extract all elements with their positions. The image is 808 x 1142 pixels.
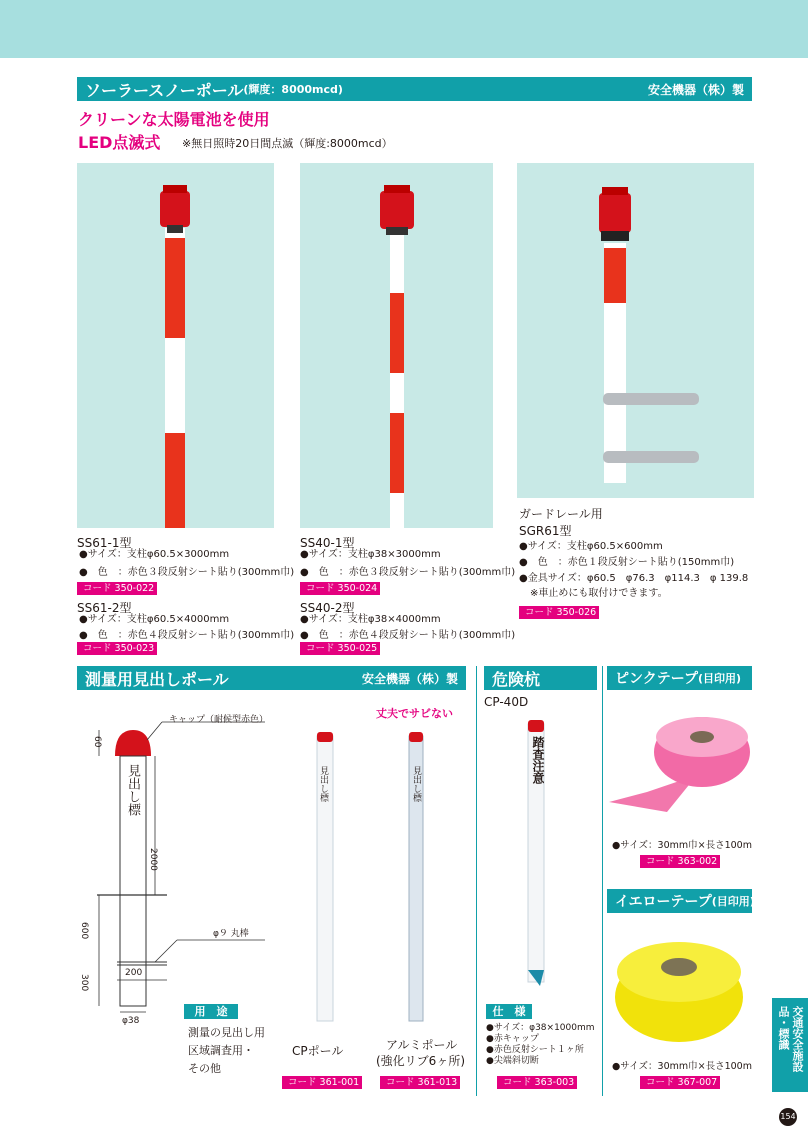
yellow-tape-sub: (目印用) [711,895,755,908]
solar-title: ソーラースノーポール [85,80,244,100]
danger-code: コード 363-003 [497,1076,577,1089]
survey-diagram [77,700,267,1030]
usage-line-1: 測量の見出し用 [188,1026,265,1039]
danger-spec-4: ●尖端斜切断 [486,1056,539,1066]
pink-tape-sub: (目印用) [698,672,742,685]
danger-title: 危険杭 [492,669,541,689]
ss61-2-code: コード 350-023 [77,642,157,655]
dim-200: 200 [125,968,143,978]
al-pole-name-1: アルミポール [386,1038,458,1052]
solar-maker: 安全機器（株）製 [647,82,744,97]
al-pole-photo [376,724,456,1024]
usage-label: 用 途 [184,1004,238,1019]
yellow-tape-image [607,922,752,1052]
ss40-1-size: ●サイズ：支柱φ38×3000mm [300,549,441,560]
survey-diagram-lines [77,700,267,1030]
al-pole-label: 見出し標 [411,766,421,802]
ss40-2-model: SS40-2型 [300,601,355,615]
danger-spec-3: ●赤色反射シート１ヶ所 [486,1045,584,1055]
ss40-1-color: ● 色 ：赤色３段反射シート貼り(300mm巾) [300,567,516,578]
yellow-tape-header [607,889,755,913]
ss40-pole-image [300,163,493,528]
yellow-tape-photo [607,922,752,1052]
danger-spec-2: ●赤キャップ [486,1034,539,1044]
ss61-1-color: ● 色 ：赤色３段反射シート貼り(300mm巾) [79,567,295,578]
page-number: 154 [779,1108,797,1126]
usage-line-2: 区域調査用・ [188,1044,254,1057]
ss40-1-code: コード 350-024 [300,582,380,595]
rod-label: φ９ 丸棒 [213,929,249,939]
pole-label: 見出し標 [125,764,140,816]
dim-60: 60 [92,736,102,748]
photo-ss61 [77,163,274,528]
cp-pole-name: CPポール [292,1044,344,1058]
side-tab: 交通安全施設品・標識 [772,998,808,1092]
ss61-2-color: ● 色 ：赤色４段反射シート貼り(300mm巾) [79,630,295,641]
yellow-tape-title: イエローテープ [615,894,712,910]
sgr61-color: ● 色 ：赤色１段反射シート貼り(150mm巾) [519,557,735,568]
pink-tape-header [607,666,752,690]
solar-headline-2: LED点滅式 [78,133,161,152]
sgr61-fitting: ●金具サイズ：φ60.5 φ76.3 φ114.3 φ 139.8 [519,573,749,584]
cp-pole-label: 見出し標 [318,766,328,802]
solar-headline-1: クリーンな太陽電池を使用 [78,110,270,129]
dim-300: 300 [79,974,89,992]
ss40-2-code: コード 350-025 [300,642,380,655]
top-band [0,0,808,58]
danger-spec-label: 仕 様 [486,1004,532,1019]
survey-section-header [77,666,466,690]
ss61-pole-image [77,163,274,528]
ss61-2-size: ●サイズ：支柱φ60.5×4000mm [79,614,230,625]
sgr61-model: SGR61型 [519,524,572,538]
durable-note: 丈夫でサビない [376,707,453,720]
photo-ss40 [300,163,493,528]
ss40-2-size: ●サイズ：支柱φ38×4000mm [300,614,441,625]
pink-tape-spec: ●サイズ：30mm巾×長さ100m [612,840,752,851]
solar-note: ※無日照時20日間点滅（輝度:8000mcd） [182,137,393,150]
solar-section-header [77,77,752,101]
pink-tape-image [607,697,752,832]
pink-tape-code: コード 363-002 [640,855,720,868]
dim-600: 600 [79,922,89,940]
column-divider-1 [476,666,477,1096]
cp-pole-photo [286,724,364,1024]
pink-tape-title: ピンクテープ [615,671,699,687]
sgr61-code: コード 350-026 [519,606,599,619]
sgr61-fitting-note: ※車止めにも取付けできます。 [530,588,668,599]
ss61-1-code: コード 350-022 [77,582,157,595]
pink-tape-photo [607,697,752,832]
danger-pole-photo [484,712,597,992]
danger-spec-1: ●サイズ：φ38×1000mm [486,1023,595,1033]
column-divider-2 [602,666,603,1096]
ss61-1-size: ●サイズ：支柱φ60.5×3000mm [79,549,230,560]
sgr61-pole-image [517,163,754,498]
dim-38: φ38 [122,1016,140,1026]
cp-pole-code: コード 361-001 [282,1076,362,1089]
yellow-tape-spec: ●サイズ：30mm巾×長さ100m [612,1061,752,1072]
usage-line-3: その他 [188,1062,221,1075]
cap-label: キャップ（耐候型赤色） [169,715,269,725]
al-pole-code: コード 361-013 [380,1076,460,1089]
danger-pole-label: 踏査注意 [531,736,545,784]
danger-model: CP-40D [484,695,529,709]
ss61-1-model: SS61-1型 [77,536,132,550]
survey-maker: 安全機器（株）製 [361,671,458,686]
sgr61-usage: ガードレール用 [519,507,603,521]
ss40-1-model: SS40-1型 [300,536,355,550]
dim-2000: 2000 [148,848,158,871]
ss61-2-model: SS61-2型 [77,601,132,615]
sgr61-size: ●サイズ：支柱φ60.5×600mm [519,541,663,552]
solar-subtitle: (輝度：8000mcd) [243,83,343,96]
survey-title: 測量用見出しポール [85,669,229,689]
danger-section-header [484,666,597,690]
yellow-tape-code: コード 367-007 [640,1076,720,1089]
photo-sgr61 [517,163,754,498]
al-pole-name-2: (強化リブ6ヶ所) [376,1054,465,1068]
ss40-2-color: ● 色 ：赤色４段反射シート貼り(300mm巾) [300,630,516,641]
